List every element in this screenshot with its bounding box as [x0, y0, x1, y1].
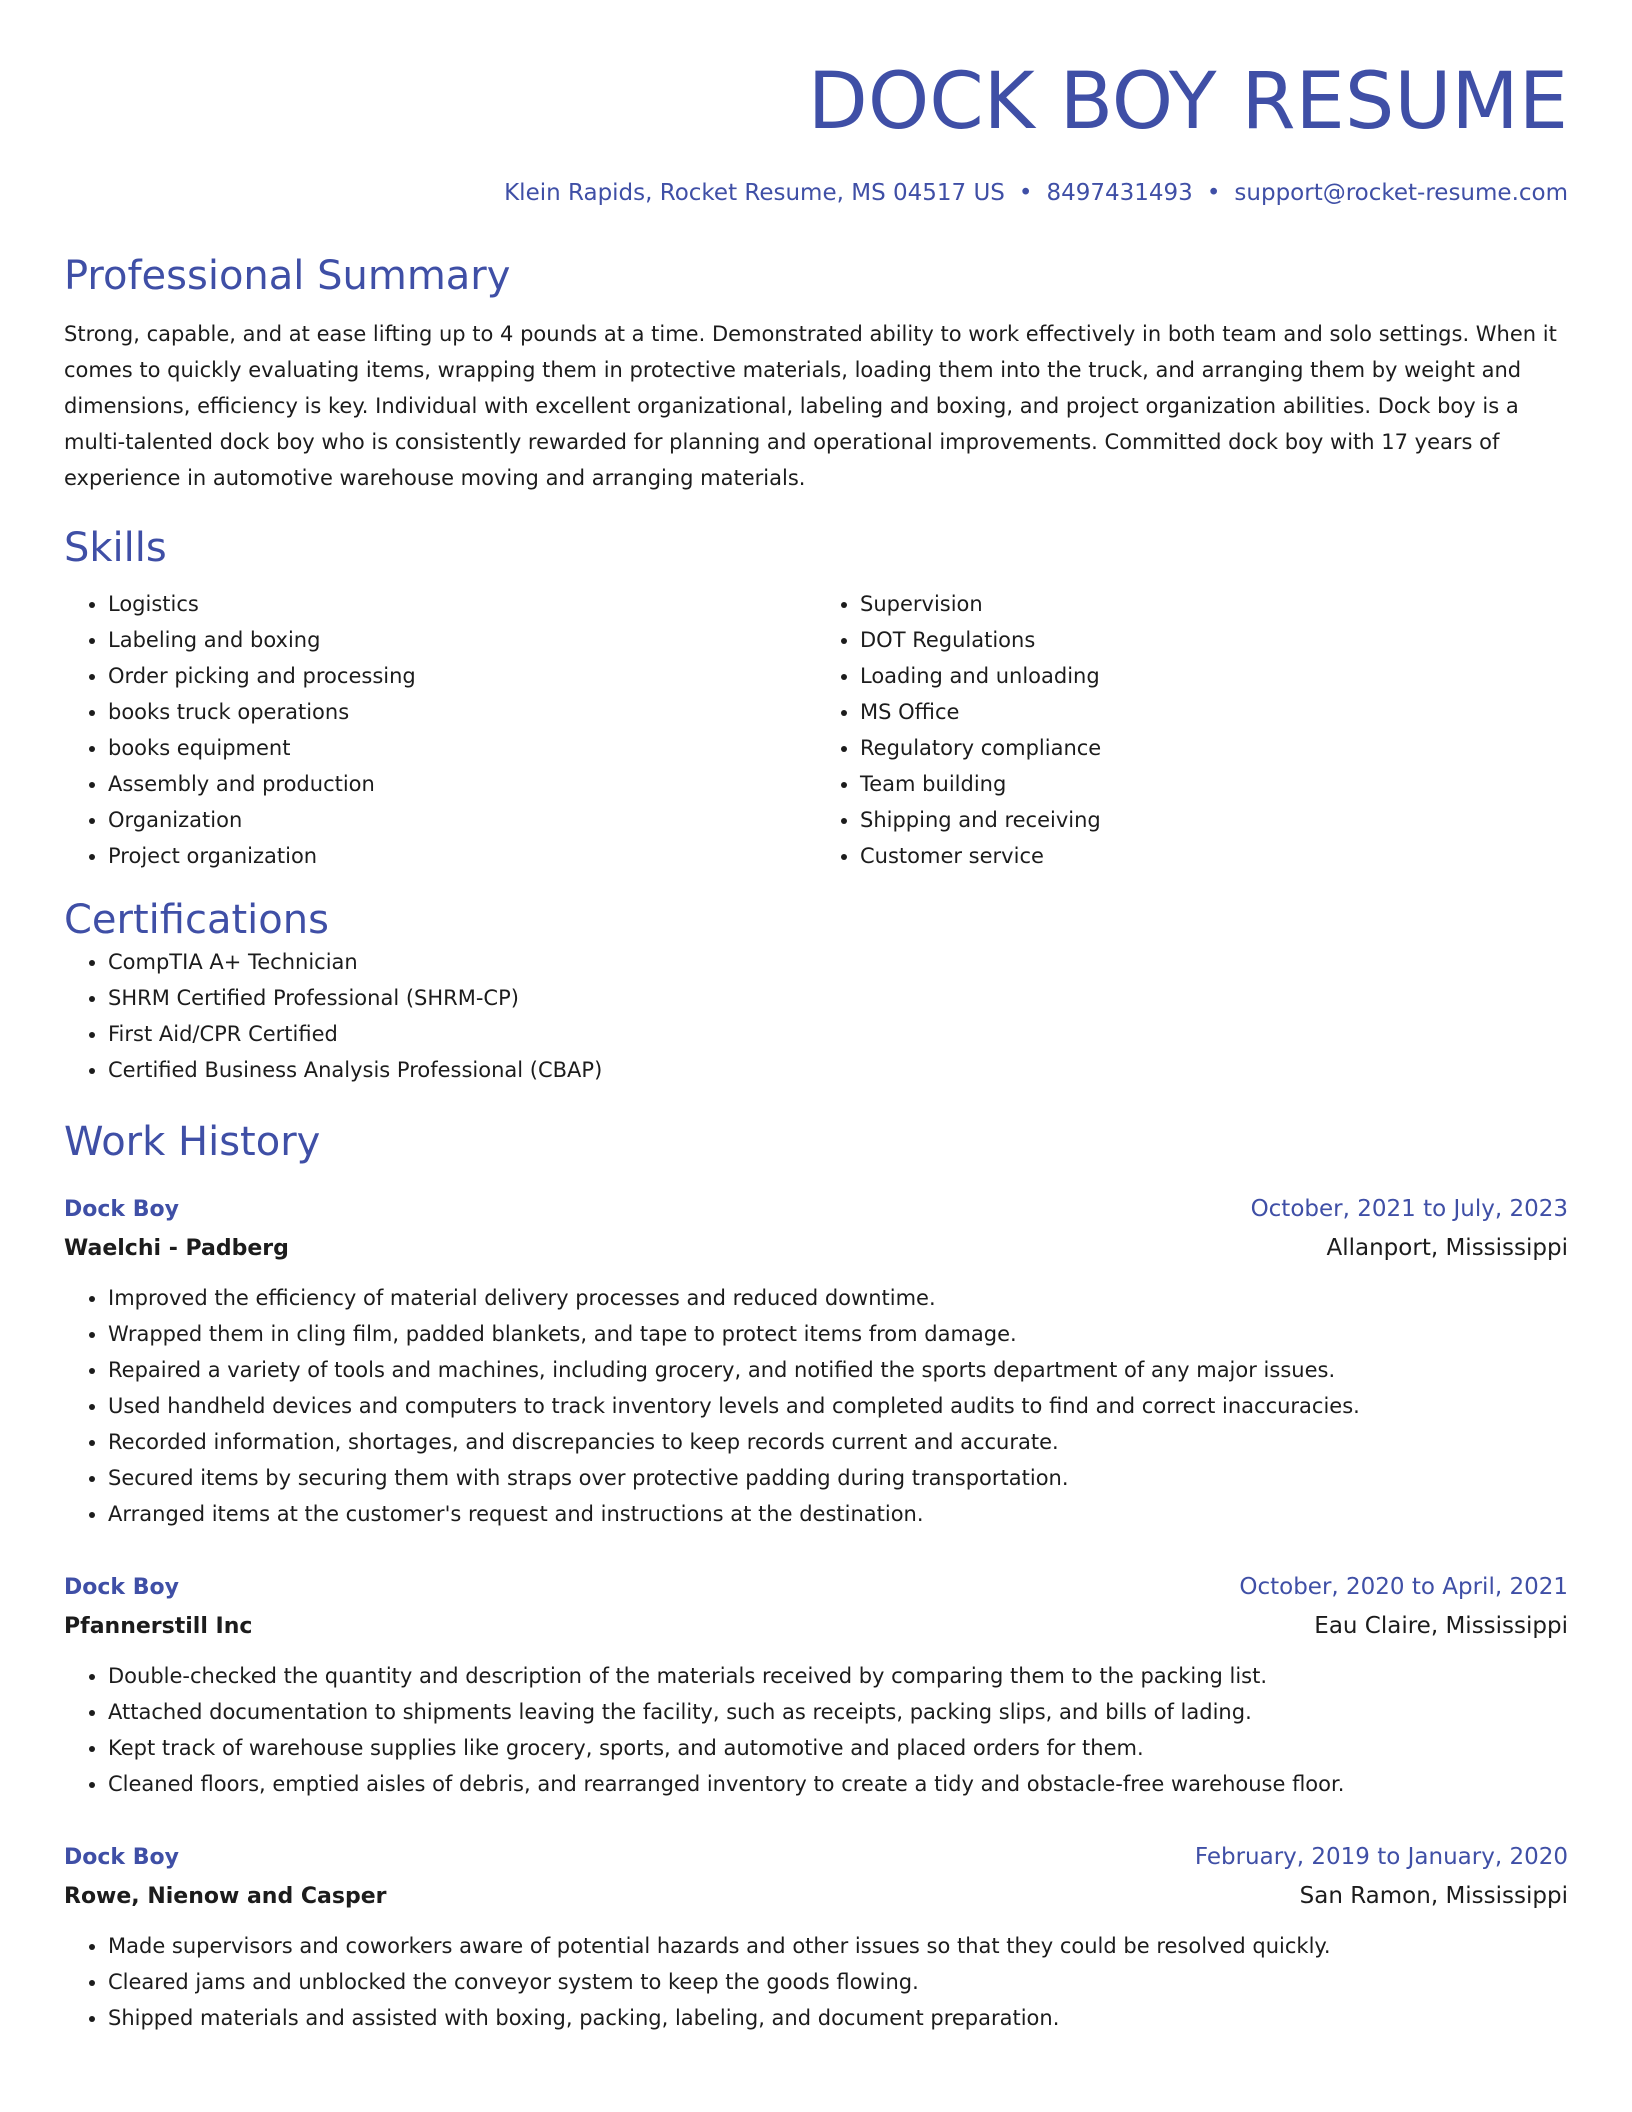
certifications-list: [64, 944, 1568, 1088]
job-bullet: • Cleaned floors, emptied aisles of debris, and rearranged inventory to create a tidy and obstacle-free warehouse floor.: [108, 1766, 1568, 1802]
skill-item: • Project organization: [108, 838, 816, 874]
resume-name: DOCK BOY RESUME: [807, 57, 1568, 147]
job-company-row: [64, 1229, 1568, 1268]
work-history-heading: Work History: [64, 1119, 321, 1165]
skill-item: • Shipping and receiving: [860, 802, 1568, 838]
skills-heading: Skills: [64, 525, 167, 571]
contact-separator: •: [1018, 180, 1033, 206]
skill-item: • Logistics: [108, 586, 816, 622]
job-title: Dock Boy: [64, 1575, 179, 1600]
skills-columns: [64, 586, 1568, 874]
skill-item: • DOT Regulations: [860, 622, 1568, 658]
certification-item: • SHRM Certified Professional (SHRM-CP): [108, 980, 1568, 1016]
skill-item: • books truck operations: [108, 694, 816, 730]
certification-item: • CompTIA A+ Technician: [108, 944, 1568, 980]
job-title-row: [64, 1838, 1568, 1877]
job-bullet: • Recorded information, shortages, and discrepancies to keep records current and accurate.: [108, 1424, 1568, 1460]
skill-item: • Loading and unloading: [860, 658, 1568, 694]
job-bullets: [64, 1658, 1568, 1802]
skills-list-left: [64, 586, 816, 874]
contact-email: support@rocket-resume.com: [1234, 180, 1568, 206]
skill-item: • MS Office: [860, 694, 1568, 730]
resume-header: [64, 0, 1568, 208]
job-bullet: • Double-checked the quantity and description of the materials received by comparing them to the packing list.: [108, 1658, 1568, 1694]
job-bullet: • Used handheld devices and computers to track inventory levels and completed audits to find and correct inaccuracies.: [108, 1388, 1568, 1424]
job-bullets: [64, 1280, 1568, 1532]
skill-item: • books equipment: [108, 730, 816, 766]
job-title: Dock Boy: [64, 1197, 179, 1222]
job-company-row: [64, 1607, 1568, 1646]
resume-page: [64, 0, 1568, 2036]
job-bullet: • Shipped materials and assisted with boxing, packing, labeling, and document preparation.: [108, 2000, 1568, 2036]
skills-list-right: [816, 586, 1568, 874]
certification-item: • Certified Business Analysis Professional (CBAP): [108, 1052, 1568, 1088]
job-bullet: • Cleared jams and unblocked the conveyor system to keep the goods flowing.: [108, 1964, 1568, 2000]
job-bullets: [64, 1928, 1568, 2036]
skill-item: • Regulatory compliance: [860, 730, 1568, 766]
job-title-row: [64, 1190, 1568, 1229]
job-dates: October, 2021 to July, 2023: [1250, 1196, 1568, 1222]
job-dates: February, 2019 to January, 2020: [1194, 1844, 1568, 1870]
skill-item: • Assembly and production: [108, 766, 816, 802]
job-dates: October, 2020 to April, 2021: [1239, 1574, 1568, 1600]
job-entry: [64, 1190, 1568, 1532]
skill-item: • Order picking and processing: [108, 658, 816, 694]
job-company: Pfannerstill Inc: [64, 1614, 253, 1639]
job-entry: [64, 1568, 1568, 1802]
job-company: Waelchi - Padberg: [64, 1236, 289, 1261]
job-bullet: • Kept track of warehouse supplies like grocery, sports, and automotive and placed orders for them.: [108, 1730, 1568, 1766]
skill-item: • Labeling and boxing: [108, 622, 816, 658]
contact-line: [64, 178, 1568, 208]
job-bullet: • Attached documentation to shipments leaving the facility, such as receipts, packing slips, and bills of lading.: [108, 1694, 1568, 1730]
job-entry: [64, 1838, 1568, 2036]
contact-phone: 8497431493: [1046, 180, 1193, 206]
certification-item: • First Aid/CPR Certified: [108, 1016, 1568, 1052]
contact-address: Klein Rapids, Rocket Resume, MS 04517 US: [504, 180, 1005, 206]
job-title-row: [64, 1568, 1568, 1607]
job-bullet: • Made supervisors and coworkers aware of potential hazards and other issues so that they could be resolved quickly.: [108, 1928, 1568, 1964]
skill-item: • Team building: [860, 766, 1568, 802]
certifications-heading: Certifications: [64, 897, 329, 943]
skill-item: • Organization: [108, 802, 816, 838]
job-location: San Ramon, Mississippi: [1299, 1883, 1568, 1909]
job-bullet: • Arranged items at the customer's request and instructions at the destination.: [108, 1496, 1568, 1532]
job-company-row: [64, 1877, 1568, 1916]
job-company: Rowe, Nienow and Casper: [64, 1884, 387, 1909]
job-bullet: • Secured items by securing them with straps over protective padding during transportation.: [108, 1460, 1568, 1496]
summary-text: Strong, capable, and at ease lifting up to 4 pounds at a time. Demonstrated ability to work effectively in both team and solo settings. When it comes to quickly evaluating items, wrapping them in protective materials, loading them into the truck, and arranging them by weight and dimensions, efficiency is key. Individual with excellent organizational, labeling and boxing, and project organization abilities. Dock boy is a multi-talented dock boy who is consistently rewarded for planning and operational improvements. Committed dock boy with 17 years of experience in automotive warehouse moving and arranging materials.: [64, 322, 1557, 490]
contact-separator: •: [1206, 180, 1221, 206]
job-bullet: • Repaired a variety of tools and machines, including grocery, and notified the sports department of any major issues.: [108, 1352, 1568, 1388]
skill-item: • Supervision: [860, 586, 1568, 622]
job-bullet: • Improved the efficiency of material delivery processes and reduced downtime.: [108, 1280, 1568, 1316]
job-bullet: • Wrapped them in cling film, padded blankets, and tape to protect items from damage.: [108, 1316, 1568, 1352]
job-location: Eau Claire, Mississippi: [1314, 1613, 1568, 1639]
summary-heading: Professional Summary: [64, 253, 511, 299]
job-location: Allanport, Mississippi: [1326, 1235, 1568, 1261]
job-title: Dock Boy: [64, 1845, 179, 1870]
skill-item: • Customer service: [860, 838, 1568, 874]
